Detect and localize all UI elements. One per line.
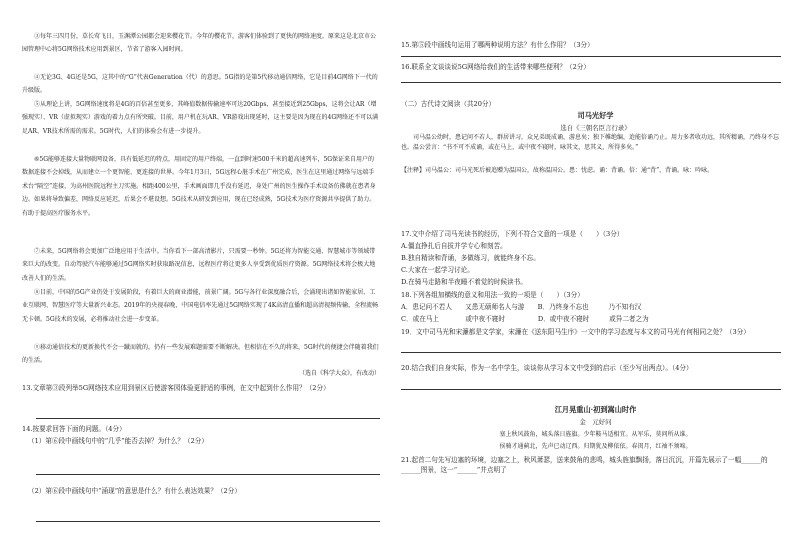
answer-line-19[interactable]: [401, 352, 781, 353]
question-16: 16.联系全文谈谈说5G网络给我们的生活带来哪些便利？（2分）: [401, 63, 590, 71]
question-17-option-c[interactable]: C.大家在一起学习讨论。: [401, 266, 474, 274]
question-20: 20.结合我们自身实际，作为一名中学生，谈谈你从学习本文中受到的启示（至少写出两点）。（4分）: [401, 364, 693, 372]
poem1-title: 司马光好学: [577, 111, 614, 120]
question-14: 14.按要求回答下面的问题。（4分）: [22, 425, 126, 433]
section-2-title: （二）古代诗文阅读（共20分）: [401, 100, 496, 108]
poem2-line-1: 塞上秋风鼓角，城头落日旌旗。少年鞍马适相宜。从军乐，莫问所从谁。: [499, 431, 692, 438]
question-13: 13.文章第③段列举5G网络技术应用到景区后使游客园体验更舒适的事例，在文中起到什么作用？（2分）: [22, 384, 330, 392]
question-17-option-d[interactable]: D.在骑马走路和半夜睡不着觉的时候读书。: [401, 278, 527, 286]
answer-line-14-2[interactable]: [36, 521, 380, 522]
answer-line-16[interactable]: [401, 82, 781, 83]
question-17-option-b[interactable]: B.独自精读和背诵，多做练习，就能终身不忘。: [401, 254, 540, 262]
question-18-row-2[interactable]: C．或在马上 或中夜不寝时 D．或中夜不寝时 或异二者之为: [401, 315, 649, 323]
poem1-text: 司马温公幼时，患记问不若人，群居讲习，众兄弟既成诵，游息矣；独下帷绝编，迨能倍诵乃止。用力多者收功远，其所精诵，乃终身不忘也。温公尝言：“书不可不成诵，或在马上，或中夜不寝时，咏其文，思其义，所得多矣。”: [401, 134, 780, 152]
paragraph-8: ⑧目前，中国的5G产业仍处于发展阶段，有着巨大的商业潜能，前景广阔。5G与各行业深度融合后，会涌现出诸如智能家居、工业互联网、智慧医疗等大量新兴业态。2019年的央视春晚，中国电信率先通过5G网络实现了4K高清直播和超高清视频传输，全程流畅无卡顿。5G技术的发展，必将推动社会进一步变革。: [22, 289, 379, 323]
answer-line-14-1[interactable]: [36, 474, 380, 475]
answer-line-15[interactable]: [401, 56, 781, 57]
answer-line-13[interactable]: [36, 418, 380, 419]
paragraph-5: ⑤从理论上讲，5G网络速度将是4G的百倍甚至更多，其峰值数据传输速率可达20Gbps，甚至接近到25Gbps，这将会让AR（增强现实）、VR（虚拟现实）游戏的着力点有所突破。目前，用户机在玩AR、VR游戏出现延时，这主要是因为现在的4G网络还不可以满足AR、VR技术所需的需求。5G时代，人们的体验会有进一步提升。: [22, 101, 379, 135]
paragraph-4: ④无论3G、4G还是5G，这其中的“G”代表Generation（代）的意思。5G指的是第5代移动通信网络，它是目前4G网络下一代的升级版。: [22, 74, 378, 95]
question-21: 21.起首二句先写边塞的环境，边塞之上，秋风萧瑟，送来鼓角的悲鸣，城头旌旗飘扬，落日沉沉，开篇先展示了一幅______的______图景，这一“______”并点明了: [401, 456, 768, 474]
poem2-author: 金 元好问: [579, 418, 612, 426]
poem2-title: 江月晃重山·初到嵩山时作: [554, 405, 637, 414]
question-14-1: （1）第⑥段中画线句中的“几乎”能否去掉？为什么？（2分）: [28, 437, 208, 445]
question-17-option-a[interactable]: A.僵直挣扎后自拔并学专心和刻苦。: [401, 242, 507, 250]
poem1-source: 选自《三朝名臣言行录》: [560, 124, 631, 132]
poem2-line-2: 侯骑才通蓟北，先声已动辽西。归期犹及柳依依。春闺月，红袖不须啼。: [499, 443, 692, 450]
question-14-2: （2）第⑥段中画线句中“涌现”的意思是什么？有什么表达效果？（2分）: [28, 487, 241, 495]
question-15: 15.第⑤段中画线句运用了哪两种说明方法？有什么作用？（3分）: [401, 41, 594, 49]
paragraph-6: ⑥5G能够连接大量物联网设备，具有低延迟的特点，用固定的用户终端，一直到时速500千米的超高速列车，5G保证来自用户的数据连接不会掉线，从而建立一个更智能、更连接的世界。今年1月3日，5G远程心脏手术在广州完成，医生在这里通过网络与远端手术台“隔空”连接，为高州医院远程主刀实施。相距400公里，手术画面即几乎没有延迟，身处广州的医生操作手术设备仿佛就在患者身边。如果将导致偏差，网络反应延迟，后果会不堪设想。5G技术从研发到应用，现在已经成熟，5G技术为医疗资源共享提供了助力。有助于提高医疗服务水平。: [22, 156, 376, 217]
question-19: 19．文中司马光和宋濂都是文学家，宋濂在《送东阳马生序》一文中的学习态度与本文的司马光有何相同之处？（3分）: [401, 328, 750, 336]
question-18: 18.下列各组加横线的意义和用法一致的一项是（ ）（3分）: [401, 291, 584, 299]
paragraph-3: ③每年三四月份，草长莺飞日，玉渊潭公园都会迎来樱花节。今年的樱花节，游客们体验到了更快的网络速度。原来这是北京市公园管理中心将5G网络技术应用到景区，节省了游客入园时间。: [22, 33, 377, 54]
question-17: 17.文中介绍了司马光读书的经历，下列不符合文意的一项是（ ）（3分）: [401, 230, 624, 238]
paragraph-9: ⑨移动通信技术的更新换代不会一蹴而就的，仍有一些发展难题需要不断解决。但相信在不久的将来，5G时代的便捷会伴随着我们的生活。: [22, 344, 379, 365]
paragraph-7: ⑦未来，5G网络将会更加广泛地应用于生活中。当你看下一部高清影片，只需要一秒钟。5G还将为智能交通、智慧城市等领域带来巨大的改变。自动驾驶汽车能够通过5G网络实时获取路况信息，远程医疗将让更多人享受到优质医疗资源。5G网络技术将会极大地改善人们的生活。: [22, 248, 376, 282]
question-18-row-1[interactable]: A．患记问不若人 又患无硕师名人与游 B．乃终身不忘也 乃不知有汉: [401, 303, 642, 311]
source-citation: （选自《科学大众》，有改动）: [298, 370, 380, 377]
poem1-notes: 【注释】司马温公：司马光死后被追赠为温国公，故称温国公。患：忧虑。诵：背诵。倍：通“背”，背诵。咏：吟咏。: [401, 167, 714, 174]
answer-line-20[interactable]: [401, 389, 781, 390]
